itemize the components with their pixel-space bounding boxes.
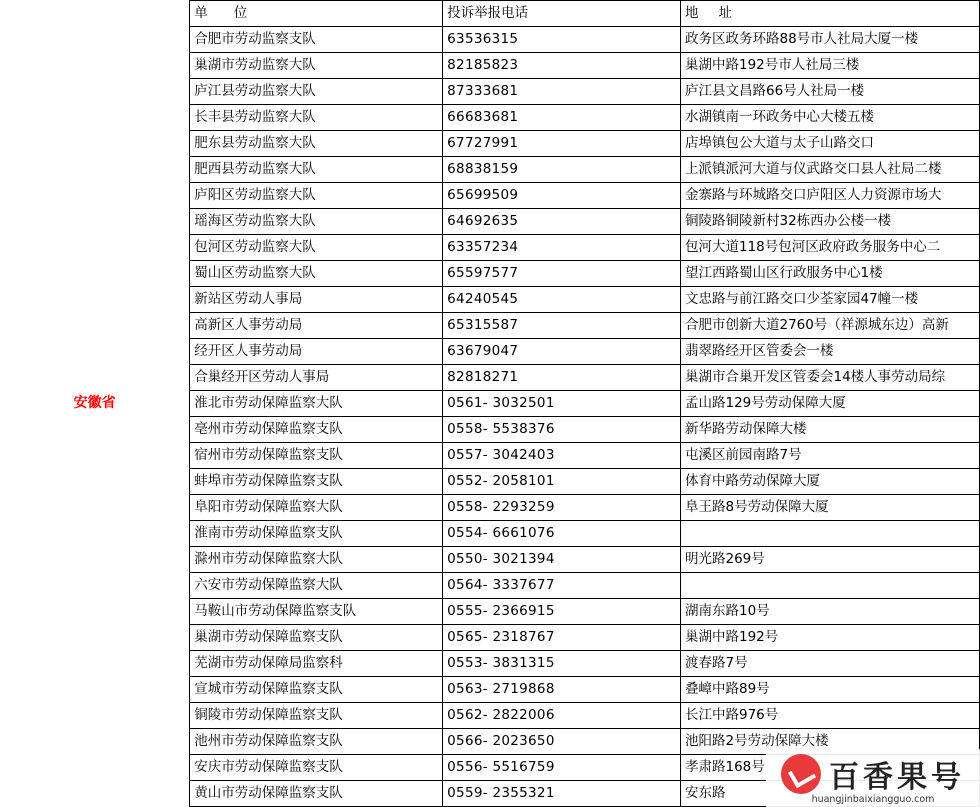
phone-cell[interactable]: 63536315 [443,27,681,53]
province-label: 安徽省 [73,395,116,412]
phone-cell[interactable]: 64692635 [443,209,681,235]
address-cell[interactable]: 渡春路7号 [681,651,980,677]
phone-cell[interactable]: 0562- 2822006 [443,703,681,729]
address-cell[interactable]: 池阳路2号劳动保障大楼 [681,729,980,755]
address-cell[interactable]: 金寨路与环城路交口庐阳区人力资源市场大 [681,183,980,209]
address-cell[interactable]: 安东路 [681,781,980,807]
address-cell[interactable]: 体育中路劳动保障大厦 [681,469,980,495]
address-cell[interactable]: 叠嶂中路89号 [681,677,980,703]
address-cell[interactable]: 文忠路与前江路交口少荃家园47幢一楼 [681,287,980,313]
unit-cell[interactable]: 长丰县劳动监察大队 [190,105,443,131]
phone-cell[interactable]: 0566- 2023650 [443,729,681,755]
phone-cell[interactable]: 0553- 3831315 [443,651,681,677]
phone-cell[interactable]: 65699509 [443,183,681,209]
unit-cell[interactable]: 肥西县劳动监察大队 [190,157,443,183]
phone-cell[interactable]: 65315587 [443,313,681,339]
phone-cell[interactable]: 63679047 [443,339,681,365]
phone-cell[interactable]: 63357234 [443,235,681,261]
unit-cell[interactable]: 蚌埠市劳动保障监察支队 [190,469,443,495]
unit-cell[interactable]: 安庆市劳动保障监察支队 [190,755,443,781]
address-cell[interactable]: 铜陵路铜陵新村32栋西办公楼一楼 [681,209,980,235]
province-cell[interactable] [0,1,190,807]
phone-cell[interactable]: 0565- 2318767 [443,625,681,651]
unit-cell[interactable]: 淮南市劳动保障监察支队 [190,521,443,547]
phone-cell[interactable]: 0558- 5538376 [443,417,681,443]
unit-cell[interactable]: 经开区人事劳动局 [190,339,443,365]
header-address[interactable]: 地址 [681,1,980,27]
phone-cell[interactable]: 82818271 [443,365,681,391]
phone-cell[interactable]: 67727991 [443,131,681,157]
header-unit[interactable]: 单位 [190,1,443,27]
address-cell[interactable]: 翡翠路经开区管委会一楼 [681,339,980,365]
header-phone[interactable]: 投诉举报电话 [443,1,681,27]
address-cell[interactable]: 巢湖中路192号 [681,625,980,651]
phone-cell[interactable]: 0557- 3042403 [443,443,681,469]
address-cell[interactable]: 屯溪区前园南路7号 [681,443,980,469]
address-cell[interactable]: 长江中路976号 [681,703,980,729]
phone-cell[interactable]: 87333681 [443,79,681,105]
address-cell[interactable]: 上派镇派河大道与仪武路交口县人社局二楼 [681,157,980,183]
unit-cell[interactable]: 淮北市劳动保障监察大队 [190,391,443,417]
watermark-brand-row [781,752,965,796]
unit-cell[interactable]: 池州市劳动保障监察支队 [190,729,443,755]
watermark-url: huangjinbaixiangguo.com [811,793,935,805]
unit-cell[interactable]: 阜阳市劳动保障监察大队 [190,495,443,521]
phone-cell[interactable]: 64240545 [443,287,681,313]
unit-cell[interactable]: 高新区人事劳动局 [190,313,443,339]
address-cell[interactable]: 阜王路8号劳动保障大厦 [681,495,980,521]
phone-cell[interactable]: 0559- 2355321 [443,781,681,807]
brand-logo-icon [781,754,821,794]
table-body [0,1,980,807]
address-cell[interactable]: 合肥市创新大道2760号（祥源城东边）高新 [681,313,980,339]
address-cell[interactable]: 望江西路蜀山区行政服务中心1楼 [681,261,980,287]
phone-cell[interactable]: 0563- 2719868 [443,677,681,703]
unit-cell[interactable]: 马鞍山市劳动保障监察支队 [190,599,443,625]
address-cell[interactable] [681,521,980,547]
unit-cell[interactable]: 庐江县劳动监察大队 [190,79,443,105]
unit-cell[interactable]: 新站区劳动人事局 [190,287,443,313]
header-row [0,1,980,27]
phone-cell[interactable]: 0554- 6661076 [443,521,681,547]
unit-cell[interactable]: 瑶海区劳动监察大队 [190,209,443,235]
address-cell[interactable]: 明光路269号 [681,547,980,573]
unit-cell[interactable]: 庐阳区劳动监察大队 [190,183,443,209]
phone-cell[interactable]: 0552- 2058101 [443,469,681,495]
phone-cell[interactable]: 0555- 2366915 [443,599,681,625]
unit-cell[interactable]: 巢湖市劳动保障监察支队 [190,625,443,651]
unit-cell[interactable]: 宿州市劳动保障监察支队 [190,443,443,469]
phone-cell[interactable]: 0550- 3021394 [443,547,681,573]
unit-cell[interactable]: 芜湖市劳动保障局监察科 [190,651,443,677]
unit-cell[interactable]: 合巢经开区劳动人事局 [190,365,443,391]
watermark [766,749,980,807]
phone-cell[interactable]: 66683681 [443,105,681,131]
address-cell[interactable]: 巢湖市合巢开发区管委会14楼人事劳动局综 [681,365,980,391]
unit-cell[interactable]: 黄山市劳动保障监察支队 [190,781,443,807]
unit-cell[interactable]: 宣城市劳动保障监察支队 [190,677,443,703]
address-cell[interactable]: 政务区政务环路88号市人社局大厦一楼 [681,27,980,53]
phone-cell[interactable]: 65597577 [443,261,681,287]
unit-cell[interactable]: 蜀山区劳动监察大队 [190,261,443,287]
phone-cell[interactable]: 82185823 [443,53,681,79]
address-cell[interactable]: 店埠镇包公大道与太子山路交口 [681,131,980,157]
phone-cell[interactable]: 68838159 [443,157,681,183]
address-cell[interactable]: 包河大道118号包河区政府政务服务中心二 [681,235,980,261]
address-cell[interactable]: 新华路劳动保障大楼 [681,417,980,443]
phone-cell[interactable]: 0558- 2293259 [443,495,681,521]
phone-cell[interactable]: 0564- 3337677 [443,573,681,599]
address-cell[interactable]: 庐江县文昌路66号人社局一楼 [681,79,980,105]
unit-cell[interactable]: 亳州市劳动保障监察支队 [190,417,443,443]
unit-cell[interactable]: 合肥市劳动监察支队 [190,27,443,53]
unit-cell[interactable]: 铜陵市劳动保障监察支队 [190,703,443,729]
address-cell[interactable]: 水湖镇南一环政务中心大楼五楼 [681,105,980,131]
address-cell[interactable]: 湖南东路10号 [681,599,980,625]
unit-cell[interactable]: 肥东县劳动监察大队 [190,131,443,157]
address-cell[interactable]: 孟山路129号劳动保障大厦 [681,391,980,417]
address-cell[interactable]: 巢湖中路192号市人社局三楼 [681,53,980,79]
watermark-brand: 百香果号 [829,759,965,795]
phone-cell[interactable]: 0561- 3032501 [443,391,681,417]
unit-cell[interactable]: 滁州市劳动保障监察大队 [190,547,443,573]
unit-cell[interactable]: 包河区劳动监察大队 [190,235,443,261]
phone-cell[interactable]: 0556- 5516759 [443,755,681,781]
address-cell[interactable]: 孝肃路168号 [681,755,980,781]
unit-cell[interactable]: 六安市劳动保障监察大队 [190,573,443,599]
address-cell[interactable] [681,573,980,599]
unit-cell[interactable]: 巢湖市劳动监察大队 [190,53,443,79]
